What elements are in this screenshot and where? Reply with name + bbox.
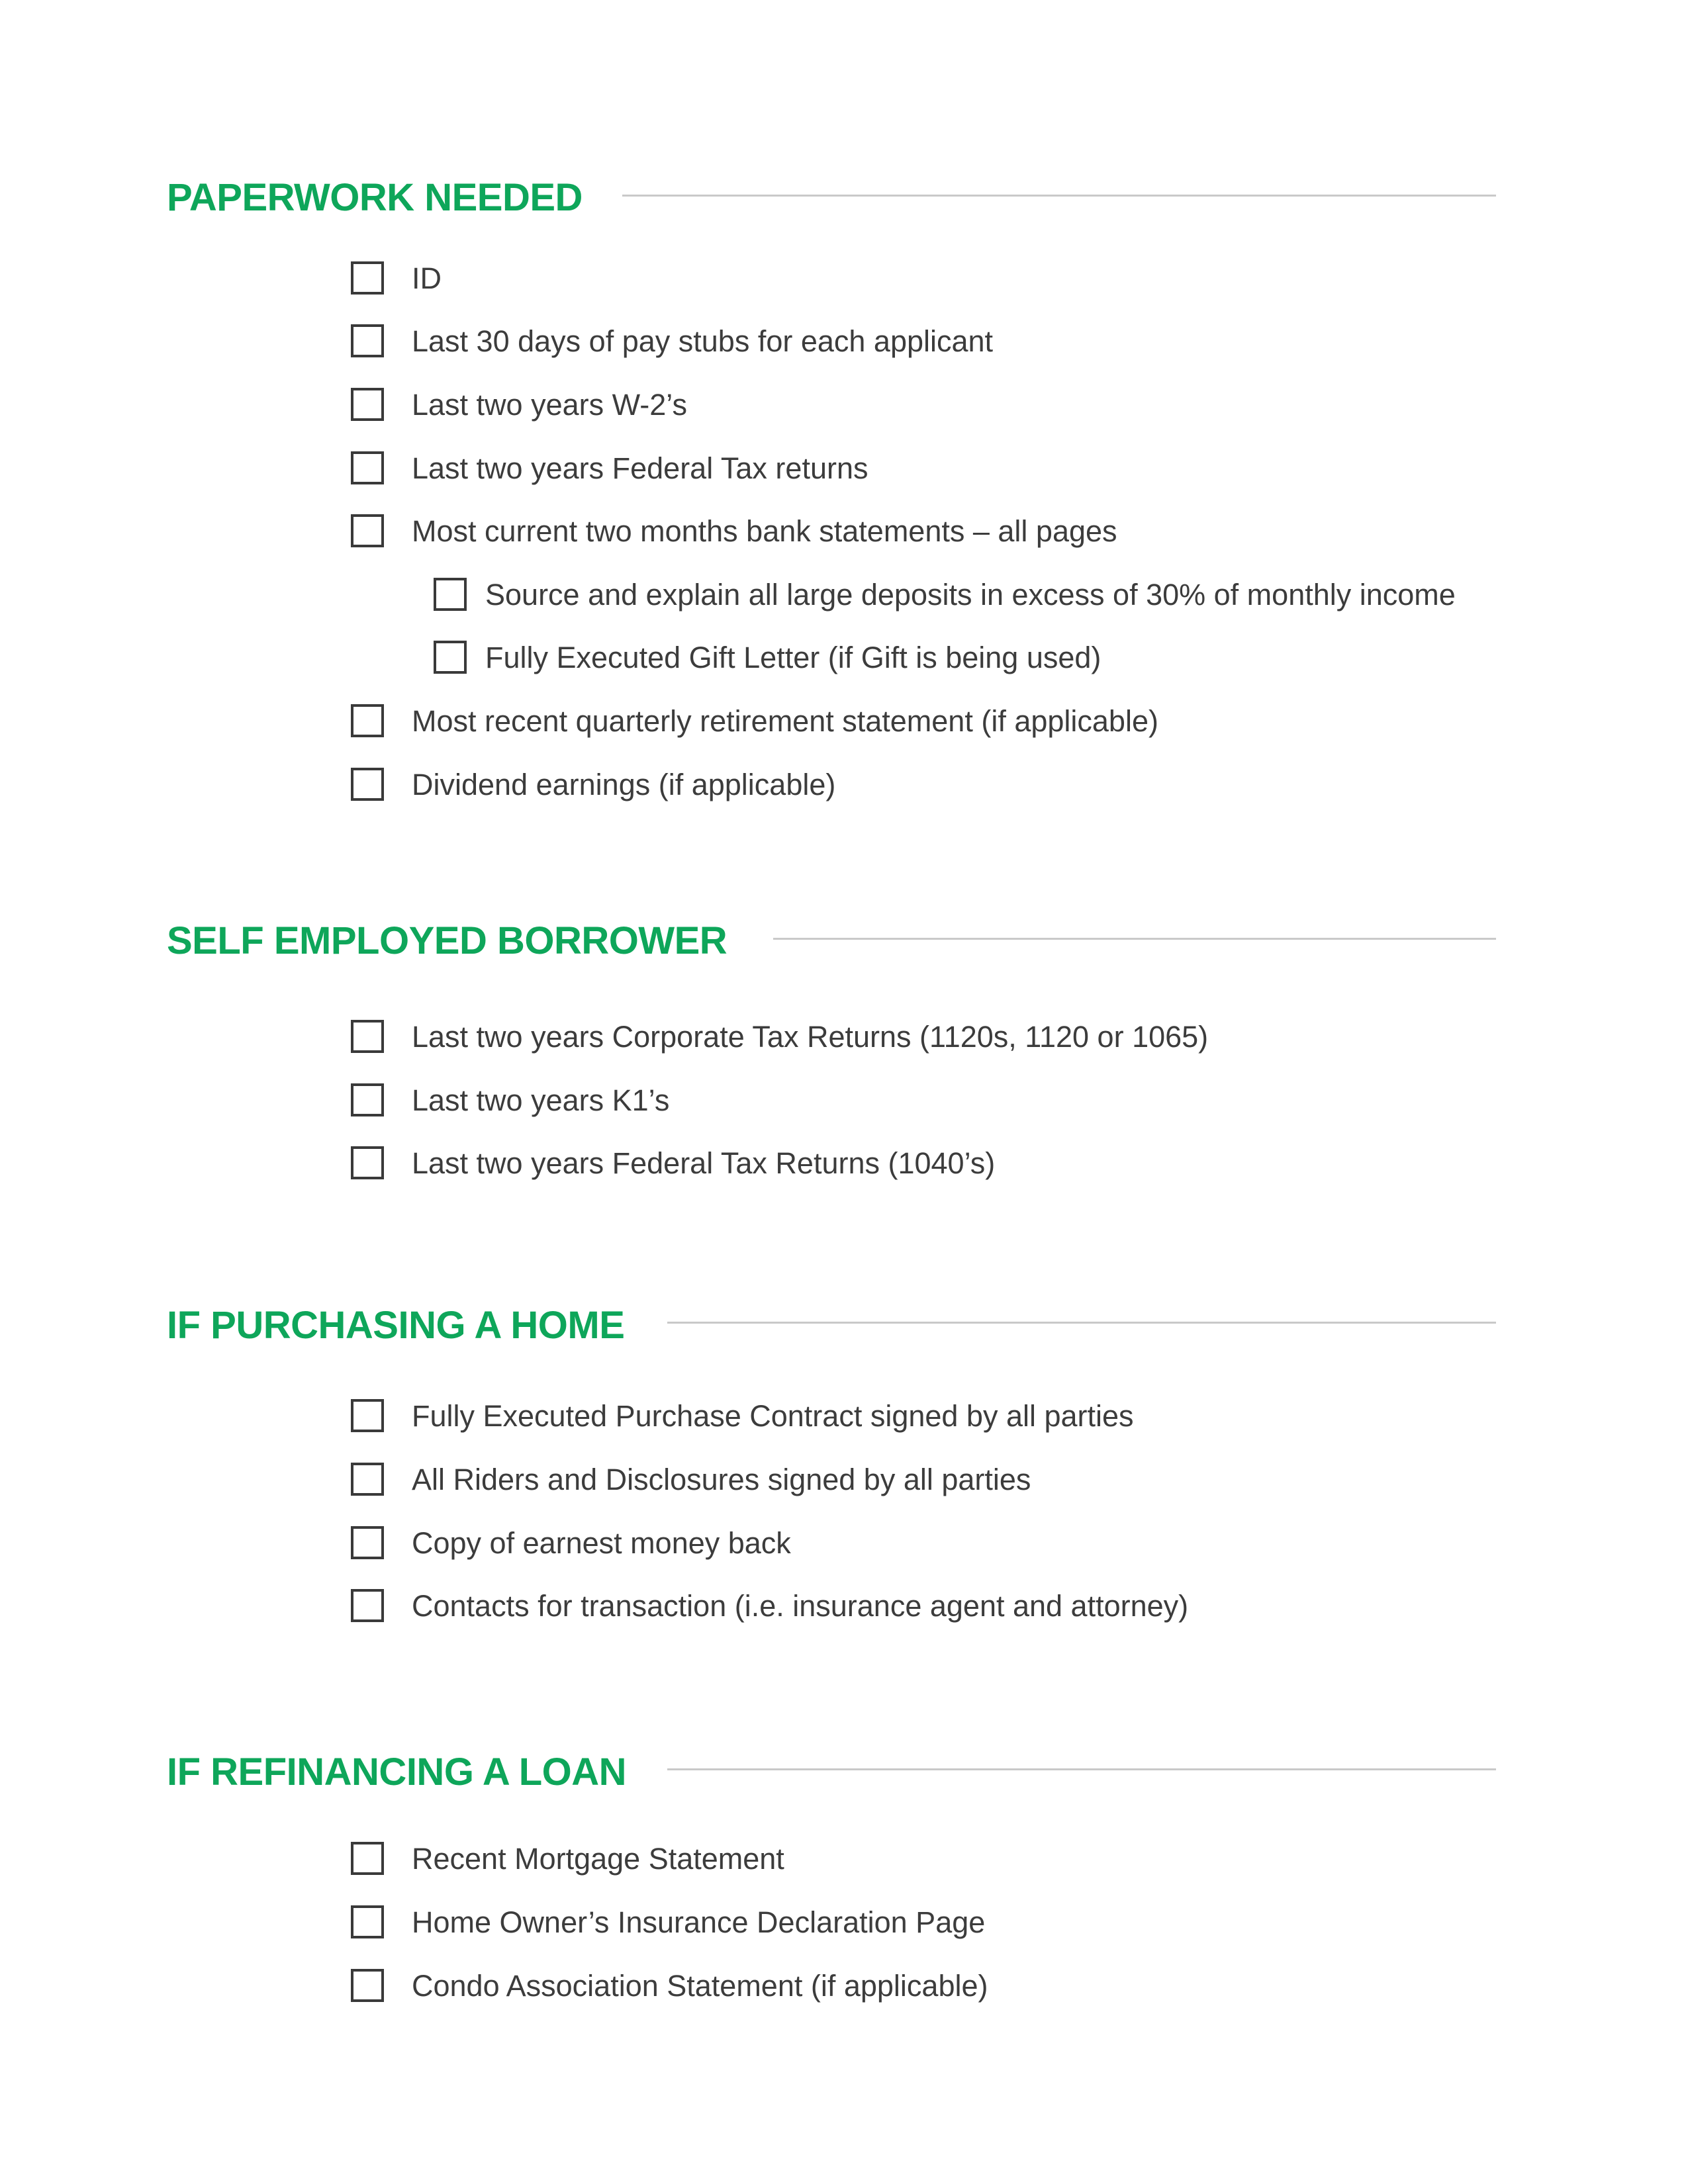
checkbox[interactable] bbox=[351, 514, 384, 547]
checkbox[interactable] bbox=[351, 1083, 384, 1116]
checklist-item-label: Most current two months bank statements – all pages bbox=[412, 514, 1117, 548]
checklist-item[interactable] bbox=[351, 514, 1117, 547]
checklist-item[interactable] bbox=[351, 1146, 995, 1179]
checklist-item-label: Last 30 days of pay stubs for each applicant bbox=[412, 324, 994, 358]
checkbox[interactable] bbox=[351, 1905, 384, 1938]
checklist-item-label: Condo Association Statement (if applicable) bbox=[412, 1968, 988, 2003]
checklist-item-label: Last two years Corporate Tax Returns (1120s, 1120 or 1065) bbox=[412, 1019, 1209, 1054]
checklist-item-label: Contacts for transaction (i.e. insurance agent and attorney) bbox=[412, 1588, 1189, 1623]
checklist-item[interactable] bbox=[351, 768, 835, 801]
checklist-item-label: Dividend earnings (if applicable) bbox=[412, 767, 836, 801]
checklist-item[interactable] bbox=[351, 1083, 669, 1116]
checklist-subitem[interactable] bbox=[434, 578, 1456, 611]
section-heading-self-employed-borrower: SELF EMPLOYED BORROWER bbox=[167, 919, 727, 962]
checklist-item[interactable] bbox=[351, 1526, 791, 1559]
checkbox[interactable] bbox=[351, 1463, 384, 1496]
checklist-item[interactable] bbox=[351, 1020, 1208, 1053]
checkbox[interactable] bbox=[351, 1589, 384, 1622]
checklist-subitem-label: Fully Executed Gift Letter (if Gift is being used) bbox=[485, 640, 1102, 674]
checkbox[interactable] bbox=[351, 1146, 384, 1179]
checklist-item-label: Last two years K1’s bbox=[412, 1083, 670, 1117]
checkbox[interactable] bbox=[351, 1399, 384, 1432]
checklist-item[interactable] bbox=[351, 1399, 1134, 1432]
section-divider bbox=[667, 1768, 1496, 1770]
checkbox[interactable] bbox=[351, 261, 384, 295]
checkbox[interactable] bbox=[351, 768, 384, 801]
checklist-item-label: Copy of earnest money back bbox=[412, 1525, 791, 1560]
checklist-item-label: Fully Executed Purchase Contract signed by all parties bbox=[412, 1398, 1134, 1433]
checklist-item[interactable] bbox=[351, 451, 868, 484]
checkbox[interactable] bbox=[351, 1526, 384, 1559]
checklist-item-label: ID bbox=[412, 261, 442, 295]
checkbox[interactable] bbox=[351, 451, 384, 484]
checklist-item[interactable] bbox=[351, 1905, 985, 1938]
section-heading-if-refinancing-a-loan: IF REFINANCING A LOAN bbox=[167, 1751, 627, 1794]
checklist-subitem-label: Source and explain all large deposits in excess of 30% of monthly income bbox=[485, 577, 1456, 612]
checklist-item[interactable] bbox=[351, 1463, 1031, 1496]
section-heading-paperwork-needed: PAPERWORK NEEDED bbox=[167, 176, 583, 219]
checkbox[interactable] bbox=[434, 578, 467, 611]
checkbox[interactable] bbox=[351, 1969, 384, 2002]
checkbox[interactable] bbox=[351, 388, 384, 421]
checklist-item-label: Last two years W-2’s bbox=[412, 387, 687, 422]
checklist-item[interactable] bbox=[351, 388, 687, 421]
checklist-item[interactable] bbox=[351, 261, 442, 295]
checklist-item-label: Last two years Federal Tax Returns (1040’s) bbox=[412, 1146, 996, 1180]
section-divider bbox=[667, 1322, 1496, 1324]
checklist-item-label: Last two years Federal Tax returns bbox=[412, 451, 868, 485]
section-divider bbox=[622, 195, 1496, 197]
section-divider bbox=[773, 938, 1496, 940]
checkbox[interactable] bbox=[351, 324, 384, 357]
checklist-item[interactable] bbox=[351, 1969, 988, 2002]
checklist-item[interactable] bbox=[351, 1589, 1188, 1622]
checkbox[interactable] bbox=[351, 1020, 384, 1053]
checklist-item-label: All Riders and Disclosures signed by all parties bbox=[412, 1462, 1031, 1496]
checklist-item[interactable] bbox=[351, 324, 993, 357]
checkbox[interactable] bbox=[351, 1842, 384, 1875]
checklist-item-label: Home Owner’s Insurance Declaration Page bbox=[412, 1905, 986, 1939]
checklist-item-label: Recent Mortgage Statement bbox=[412, 1841, 784, 1876]
checklist-item[interactable] bbox=[351, 704, 1158, 737]
section-heading-if-purchasing-a-home: IF PURCHASING A HOME bbox=[167, 1304, 625, 1347]
checkbox[interactable] bbox=[351, 704, 384, 737]
checklist-subitem[interactable] bbox=[434, 641, 1101, 674]
checklist-item[interactable] bbox=[351, 1842, 784, 1875]
checkbox[interactable] bbox=[434, 641, 467, 674]
checklist-item-label: Most recent quarterly retirement statement (if applicable) bbox=[412, 704, 1158, 738]
